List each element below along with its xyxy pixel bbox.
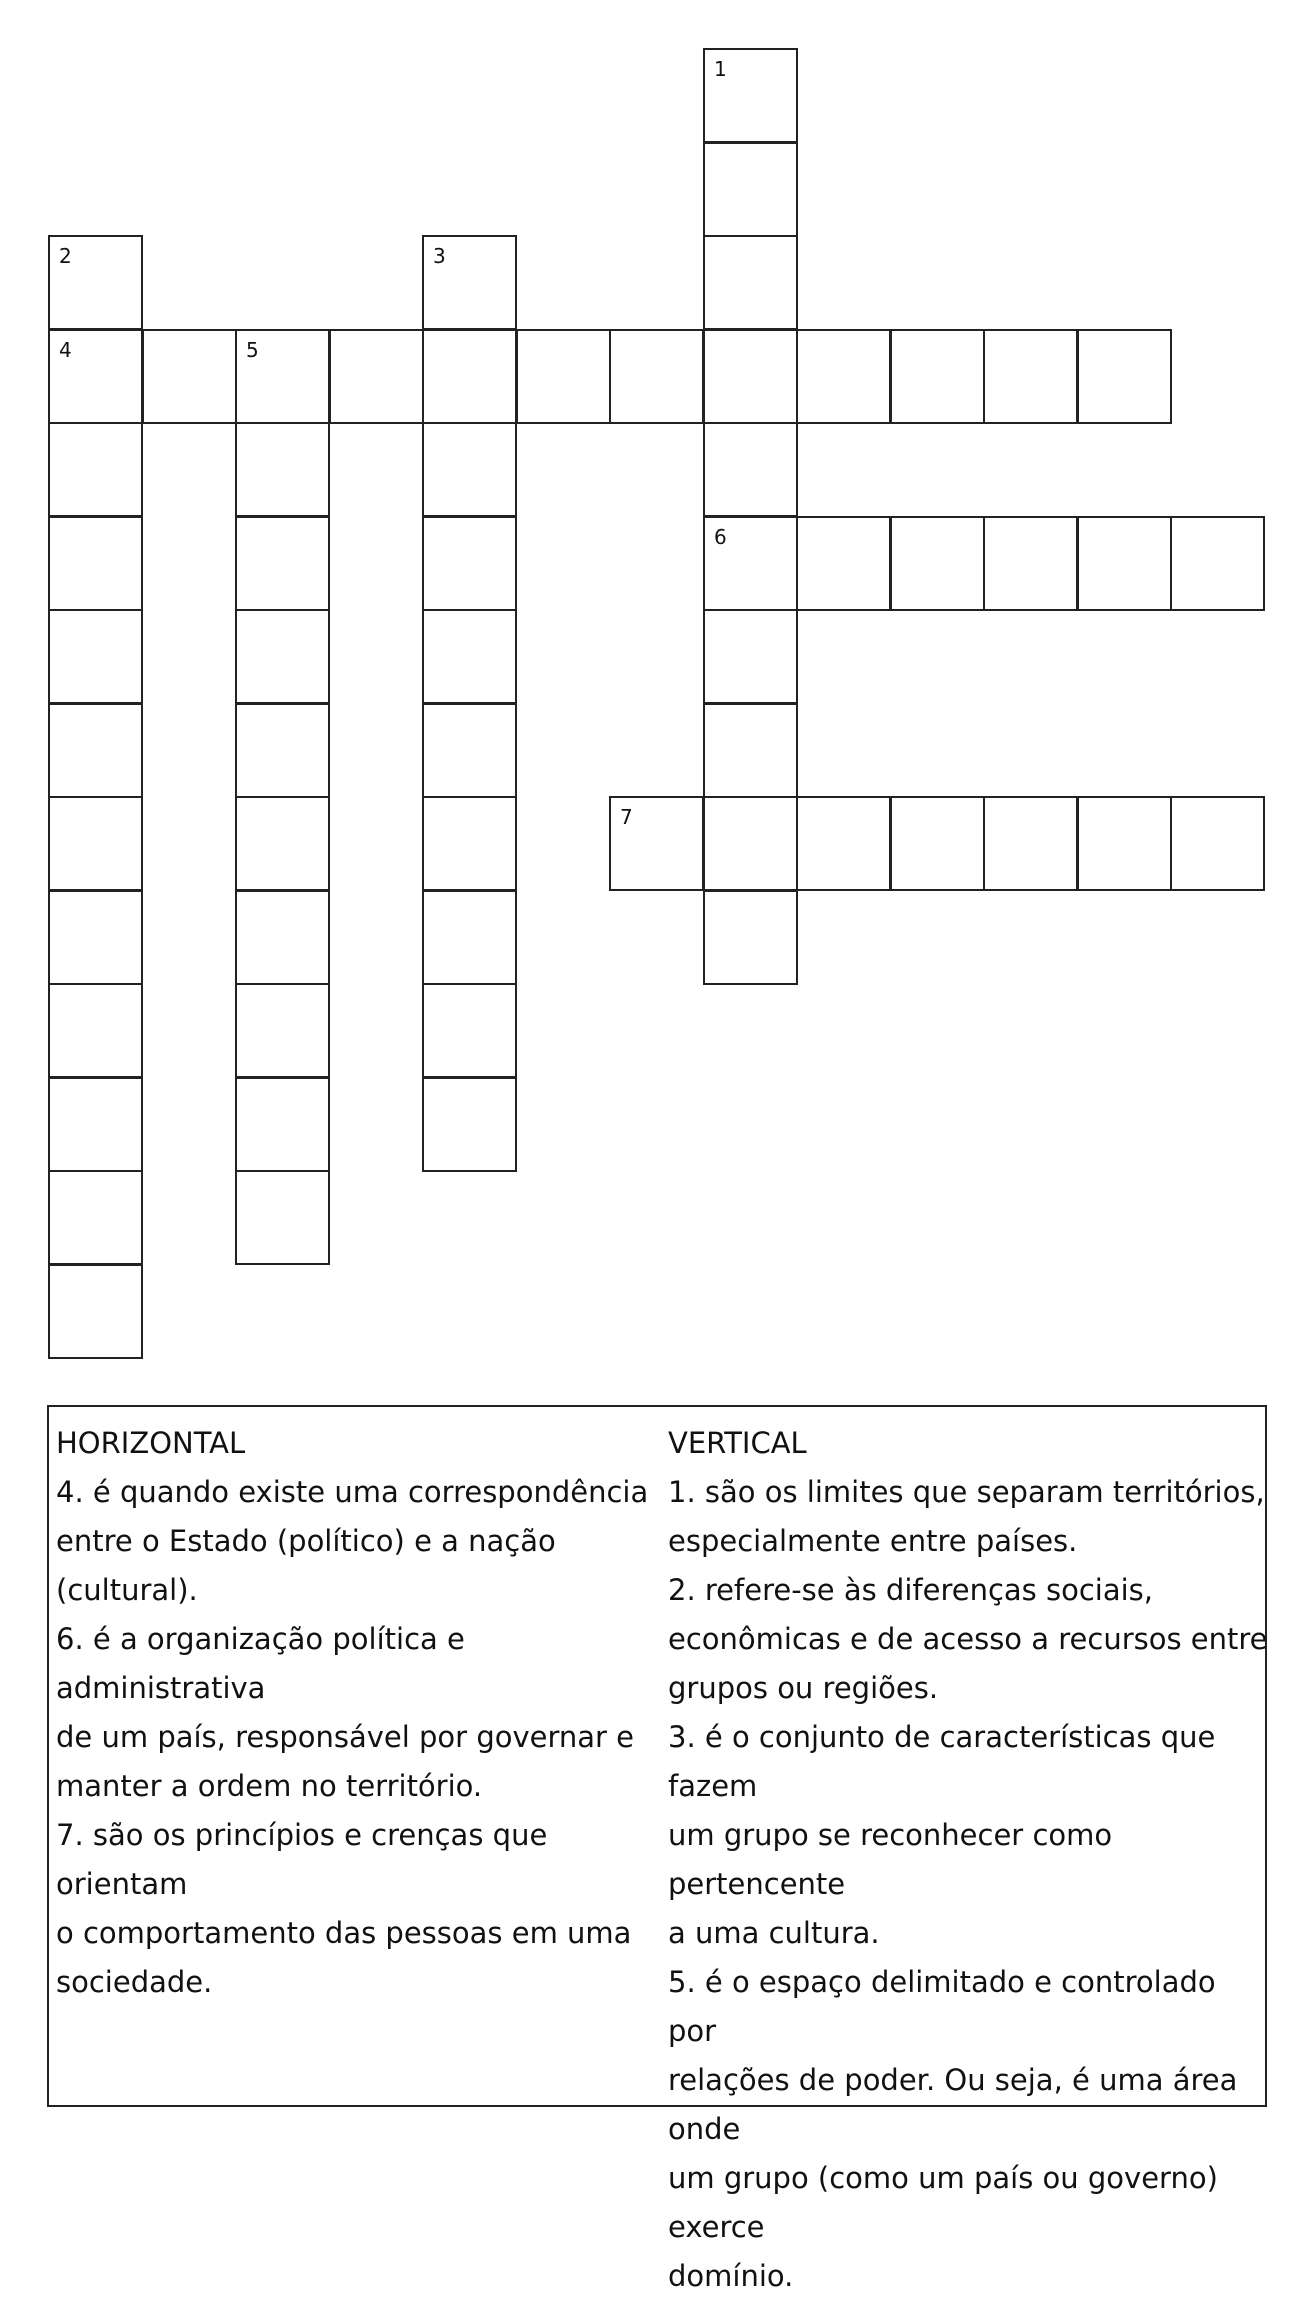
crossword-cell[interactable]	[48, 703, 143, 798]
crossword-cell[interactable]	[703, 142, 798, 237]
horizontal-clues	[56, 1419, 666, 2007]
crossword-cell[interactable]	[235, 983, 330, 1078]
crossword-cell[interactable]	[48, 235, 143, 330]
vertical-heading: VERTICAL	[668, 1426, 807, 1460]
clue-line: 3. é o conjunto de características que fazem	[668, 1720, 1216, 1803]
crossword-cell[interactable]	[235, 1170, 330, 1265]
crossword-cell[interactable]	[516, 329, 611, 424]
vertical-clues	[668, 1419, 1268, 2301]
clue-line: 6. é a organização política e administrativa	[56, 1622, 465, 1705]
crossword-cell[interactable]	[235, 890, 330, 985]
crossword-cell[interactable]	[422, 796, 517, 891]
crossword-cell[interactable]	[48, 609, 143, 704]
crossword-cell[interactable]	[48, 422, 143, 517]
clue-line: relações de poder. Ou seja, é uma área onde	[668, 2063, 1238, 2146]
crossword-cell[interactable]	[235, 609, 330, 704]
crossword-cell[interactable]	[703, 796, 798, 891]
crossword-cell[interactable]	[703, 516, 798, 611]
crossword-cell[interactable]	[48, 1264, 143, 1359]
crossword-cell[interactable]	[983, 516, 1078, 611]
clue-number: 3	[433, 244, 446, 268]
clues-box	[47, 1405, 1268, 2293]
clue-number: 2	[59, 244, 72, 268]
crossword-cell[interactable]	[796, 796, 891, 891]
crossword-cell[interactable]	[1077, 516, 1172, 611]
clue-number: 4	[59, 338, 72, 362]
crossword-cell[interactable]	[422, 516, 517, 611]
clue-number: 1	[714, 57, 727, 81]
clue-line: 5. é o espaço delimitado e controlado por	[668, 1965, 1216, 2048]
crossword-cell[interactable]	[422, 235, 517, 330]
crossword-cell[interactable]	[48, 329, 143, 424]
clue-line: sociedade.	[56, 1965, 213, 1999]
clue-line: grupos ou regiões.	[668, 1671, 939, 1705]
crossword-cell[interactable]	[890, 516, 985, 611]
clue-line: 1. são os limites que separam territórios,	[668, 1475, 1265, 1509]
clue-number: 7	[620, 805, 633, 829]
clue-number: 5	[246, 338, 259, 362]
clue-number: 6	[714, 525, 727, 549]
crossword-cell[interactable]	[703, 329, 798, 424]
crossword-cell[interactable]	[235, 422, 330, 517]
crossword-cell[interactable]	[235, 703, 330, 798]
crossword-cell[interactable]	[1077, 796, 1172, 891]
clue-line: 2. refere-se às diferenças sociais,	[668, 1573, 1153, 1607]
crossword-cell[interactable]	[422, 890, 517, 985]
crossword-cell[interactable]	[142, 329, 237, 424]
crossword-cell[interactable]	[609, 329, 704, 424]
crossword-cell[interactable]	[48, 796, 143, 891]
crossword-cell[interactable]	[422, 422, 517, 517]
crossword-cell[interactable]	[703, 48, 798, 143]
crossword-cell[interactable]	[703, 235, 798, 330]
crossword-cell[interactable]	[796, 516, 891, 611]
crossword-cell[interactable]	[703, 609, 798, 704]
clue-line: um grupo se reconhecer como pertencente	[668, 1818, 1113, 1901]
clue-line: manter a ordem no território.	[56, 1769, 483, 1803]
clue-line: o comportamento das pessoas em uma	[56, 1916, 632, 1950]
crossword-cell[interactable]	[983, 796, 1078, 891]
crossword-cell[interactable]	[48, 890, 143, 985]
clue-line: econômicas e de acesso a recursos entre	[668, 1622, 1268, 1656]
crossword-cell[interactable]	[1170, 516, 1265, 611]
crossword-cell[interactable]	[1170, 796, 1265, 891]
crossword-cell[interactable]	[329, 329, 424, 424]
crossword-cell[interactable]	[422, 983, 517, 1078]
crossword-cell[interactable]	[422, 703, 517, 798]
crossword-cell[interactable]	[235, 329, 330, 424]
crossword-cell[interactable]	[48, 1170, 143, 1265]
crossword-cell[interactable]	[796, 329, 891, 424]
clue-line: 7. são os princípios e crenças que orientam	[56, 1818, 548, 1901]
clue-line: 4. é quando existe uma correspondência	[56, 1475, 649, 1509]
crossword-cell[interactable]	[1077, 329, 1172, 424]
clue-line: (cultural).	[56, 1573, 198, 1607]
crossword-cell[interactable]	[48, 983, 143, 1078]
clue-line: a uma cultura.	[668, 1916, 880, 1950]
clue-line: um grupo (como um país ou governo) exerce	[668, 2161, 1218, 2244]
crossword-cell[interactable]	[48, 516, 143, 611]
crossword-cell[interactable]	[890, 796, 985, 891]
clue-line: domínio.	[668, 2259, 794, 2293]
crossword-cell[interactable]	[235, 1077, 330, 1172]
clue-line: entre o Estado (político) e a nação	[56, 1524, 556, 1558]
crossword-cell[interactable]	[422, 1077, 517, 1172]
crossword-cell[interactable]	[703, 703, 798, 798]
crossword-cell[interactable]	[609, 796, 704, 891]
clue-line: especialmente entre países.	[668, 1524, 1078, 1558]
crossword-cell[interactable]	[48, 1077, 143, 1172]
horizontal-heading: HORIZONTAL	[56, 1426, 246, 1460]
crossword-cell[interactable]	[235, 516, 330, 611]
crossword-cell[interactable]	[983, 329, 1078, 424]
crossword-cell[interactable]	[422, 609, 517, 704]
crossword-cell[interactable]	[422, 329, 517, 424]
crossword-cell[interactable]	[890, 329, 985, 424]
clue-line: de um país, responsável por governar e	[56, 1720, 635, 1754]
crossword-cell[interactable]	[703, 890, 798, 985]
crossword-cell[interactable]	[703, 422, 798, 517]
crossword-cell[interactable]	[235, 796, 330, 891]
